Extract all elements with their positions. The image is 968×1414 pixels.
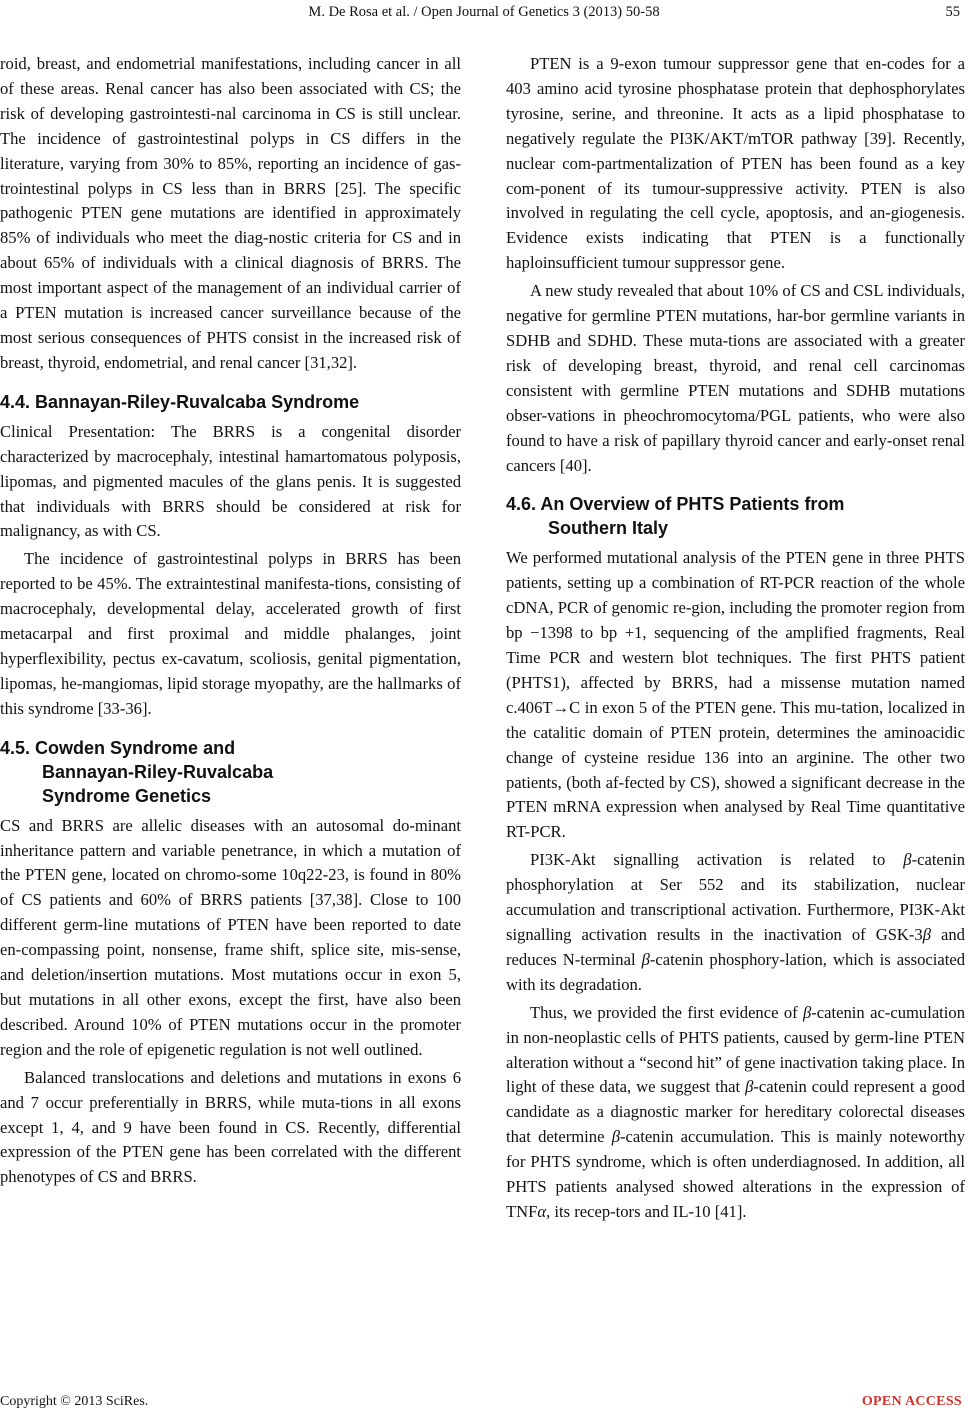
heading-line: Cowden Syndrome and: [35, 737, 236, 758]
heading-line: Southern Italy: [548, 518, 669, 539]
copyright: Copyright © 2013 SciRes.: [0, 1394, 149, 1409]
heading-line: Syndrome Genetics: [42, 785, 212, 806]
running-head: M. De Rosa et al. / Open Journal of Genetics 3 (2013) 50-58: [308, 4, 660, 20]
beta-symbol: β: [803, 1002, 812, 1022]
text-run: -catenin ac-cumulation in non-neoplastic cells of PHTS patients, caused by germ-line PTEN alteration without a “second hit” of gene inactivation taking place. In light of these data, we suggest that: [506, 1002, 965, 1097]
paragraph-translocations: Balanced translocations and deletions and mutations in exons 6 and 7 occur preferentially in BRRS, while muta-tions in all exons except 1, 4, and 9 have been found in CS. Recently, differential expression of the PTEN gene has been correlated with the different phenotypes of CS and BRRS.: [0, 1067, 461, 1187]
paragraph-continued: roid, breast, and endometrial manifestations, including cancer in all of these areas. Renal cancer has also been associated with CS; the risk of developing gastrointesti-nal carcinoma in CS is still unclear. The incidence of gastrointestinal polyps in CS differs in the literature, varying from 30% to 85%, reporting an incidence of gas-trointestinal polyps in CS less than in BRRS [25]. The specific pathogenic PTEN gene mutations are identified in approximately 85% of individuals who meet the diag-nostic criteria for CS and in about 65% of individuals with a clinical diagnosis of BRRS. The most important aspect of the management of an individual carrier of a PTEN mutation is increased cancer surveillance because of the most serious consequences of PHTS consist in the increased risk of breast, thyroid, endometrial, and renal cancer [31,32].: [0, 54, 461, 372]
section-heading-4-5: [0, 736, 461, 808]
text-run: -catenin phosphory-lation, which is associated with its degradation.: [506, 949, 965, 994]
beta-symbol: β: [903, 850, 912, 870]
heading-number: 4.6.: [506, 494, 537, 515]
heading-number: 4.5.: [0, 737, 31, 758]
paragraph-gi-polyps: The incidence of gastrointestinal polyps in BRRS has been reported to be 45%. The extraintestinal manifesta-tions, consisting of macrocephaly, developmental delay, accelerated growth of first metacarpal and first proximal and middle phalanges, joint hyperflexibility, pectus ex-cavatum, scoliosis, genital pigmentation, lipomas, he-mangiomas, lipid storage myopathy, are the hallmarks of this syndrome [33-36].: [0, 549, 461, 718]
beta-symbol: β: [611, 1127, 620, 1147]
paragraph-mutational-analysis: We performed mutational analysis of the PTEN gene in three PHTS patients, setting up a combination of RT-PCR reaction of the whole cDNA, PCR of genomic re-gion, including the promoter region from bp −1398 to bp +1, sequencing of the amplified fragments, Real Time PCR and western blot techniques. The first PHTS patient (PHTS1), affected by BRRS, had a missense mutation named c.406T→C in exon 5 of the PTEN gene. This mu-tation, localized in the catalitic domain of PTEN protein, determines the aminoacidic change of cysteine residue 136 into an arginine. The other two patients, (both af-fected by CS), showed a significant decrease in the PTEN mRNA expression when analysed by Real Time quantitative RT-PCR.: [506, 548, 965, 842]
text-run: -catenin phosphorylation at Ser 552 and its stabilization, nuclear accumulation and transcriptional activation. Furthermore, PI3K-Akt signalling activation results in the inactivation of GSK-3: [506, 850, 965, 944]
paragraph-pi3k-akt: [506, 848, 965, 997]
right-column: [506, 52, 965, 1225]
page-footer: [0, 1394, 968, 1412]
heading-line: An Overview of PHTS Patients from: [540, 494, 845, 515]
heading-line: Bannayan-Riley-Ruvalcaba: [42, 761, 274, 782]
text-run: , its recep-tors and IL-10 [41].: [546, 1201, 747, 1221]
paragraph-pten-gene: PTEN is a 9-exon tumour suppressor gene that en-codes for a 403 amino acid tyrosine phosphatase protein that dephosphorylates tyrosine, serine, and threonine. It acts as a lipid phosphatase to negatively regulate the PI3K/AKT/mTOR pathway [39]. Recently, nuclear com-partmentalization of PTEN has been found as a key com-ponent of its tumour-suppressive activity. PTEN is also involved in regulating the cell cycle, apoptosis, and an-giogenesis. Evidence exists indicating that PTEN is a functionally haploinsufficient tumour suppressor gene.: [506, 54, 965, 273]
beta-symbol: β: [922, 925, 931, 944]
section-heading-4-4: 4.4. Bannayan-Riley-Ruvalcaba Syndrome: [0, 391, 360, 412]
text-run: -catenin accumulation. This is mainly noteworthy for PHTS syndrome, which is often underdiagnosed. In addition, all PHTS patients analysed showed alterations in the expression of TNF: [506, 1127, 965, 1221]
paragraph-clinical-presentation: Clinical Presentation: The BRRS is a congenital disorder characterized by macrocephaly, intestinal hamartomatous polyposis, lipomas, and pigmented macules of the glans penis. It is suggested that individuals with BRRS should be considered at risk for malignancy, as with CS.: [0, 421, 461, 541]
section-heading-4-6: [506, 492, 965, 540]
text-run: PI3K-Akt signalling activation is related to: [530, 850, 904, 870]
paragraph-allelic-diseases: CS and BRRS are allelic diseases with an autosomal do-minant inheritance pattern and variable penetrance, in which a mutation of the PTEN gene, located on chromo-some 10q22-23, is found in 80% of CS patients and 60% of BRRS patients [37,38]. Close to 100 different germ-line mutations of PTEN have been reported to date en-compassing point, nonsense, frame shift, splice site, mis-sense, and deletion/insertion mutations. Most mutations occur in exon 5, but mutations in all other exons, except the first, have also been described. Around 10% of PTEN mutations occur in the promoter region and the role of epigenetic regulation is not well outlined.: [0, 815, 461, 1059]
paragraph-first-evidence: [506, 1001, 965, 1225]
page-number: 55: [945, 4, 960, 20]
alpha-symbol: α: [537, 1201, 547, 1221]
open-access-label: OPEN ACCESS: [861, 1394, 962, 1409]
left-column: [0, 52, 461, 1190]
paragraph-new-study: A new study revealed that about 10% of CS and CSL individuals, negative for germline PTEN mutations, har-bor germline variants in SDHB and SDHD. These muta-tions are associated with a greater risk of developing breast, thyroid, and renal cell carcinomas consistent with germline PTEN mutations and SDHB mutations obser-vations in pheochromocytoma/PGL patients, who were also found to have a risk of papillary thyroid cancer and early-onset renal cancers [40].: [506, 281, 965, 475]
text-run: Thus, we provided the first evidence of: [530, 1002, 804, 1022]
beta-symbol: β: [745, 1077, 754, 1097]
text-run: and reduces N-terminal: [506, 925, 965, 969]
text-run: -catenin could represent a good candidate as a diagnostic marker for hereditary colorectal diseases that determine: [506, 1077, 965, 1147]
running-header: [0, 4, 968, 26]
beta-symbol: β: [641, 949, 650, 969]
